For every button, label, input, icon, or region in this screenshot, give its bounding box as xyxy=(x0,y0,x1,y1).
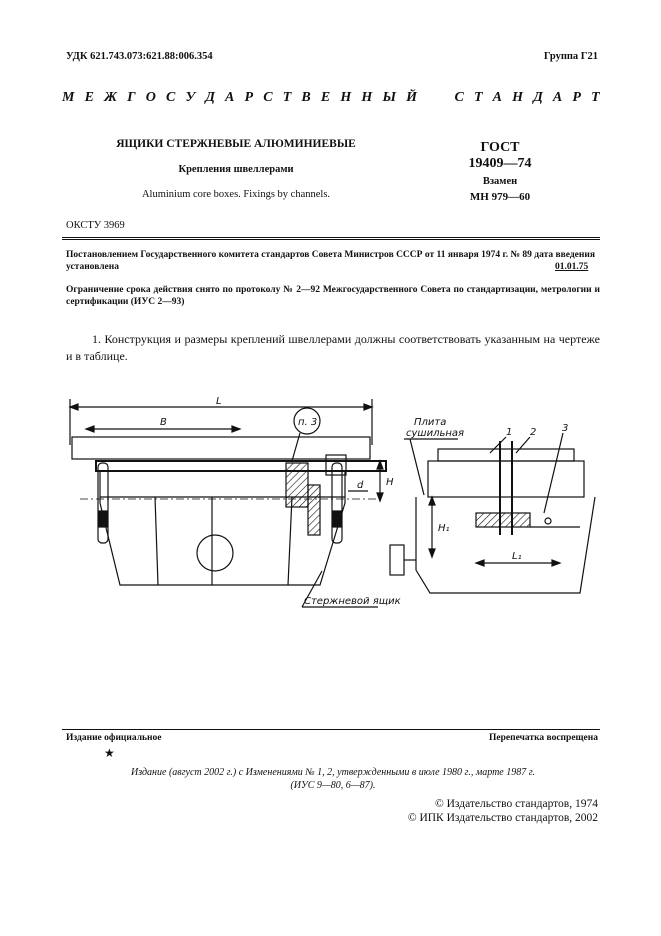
decree-date: 01.01.75 xyxy=(555,262,589,272)
label-core-box: Стержневой ящик xyxy=(304,596,401,607)
state-standard-letter: Ж xyxy=(104,90,117,105)
divider-top-double xyxy=(62,239,600,240)
title-block xyxy=(66,138,406,200)
state-standard-letter: Д xyxy=(533,90,543,105)
arrow-icon xyxy=(377,493,383,501)
udk-code: УДК 621.743.073:621.88:006.354 xyxy=(66,51,213,62)
arrow-icon xyxy=(86,426,94,432)
left-clamp-pin xyxy=(99,511,107,527)
core-print-hole xyxy=(197,535,233,571)
label-d: d xyxy=(357,480,364,491)
divider-footer xyxy=(62,729,600,730)
english-title: Aluminium core boxes. Fixings by channels. xyxy=(141,189,331,200)
front-view xyxy=(70,399,386,607)
pin-circle xyxy=(545,518,551,524)
state-standard-letter: Т xyxy=(473,90,483,105)
okstu-code: ОКСТУ 3969 xyxy=(66,220,125,231)
reprint-notice: Перепечатка воспрещена xyxy=(488,733,598,743)
edition-line-2: (ИУС 9—80, 6—87). xyxy=(290,780,376,791)
state-standard-letter: А xyxy=(552,90,563,105)
star-icon: ★ xyxy=(104,746,115,760)
leader-3 xyxy=(544,433,563,513)
state-standard-letter: Т xyxy=(282,90,292,105)
copyright-1: © Издательство стандартов, 1974 xyxy=(434,798,598,810)
state-standard-letter: О xyxy=(145,90,156,105)
state-standard-letter: Н xyxy=(340,90,352,105)
arrow-icon xyxy=(70,404,78,410)
state-standard-letter: С xyxy=(165,90,176,105)
leader-2 xyxy=(516,437,530,453)
side-channel xyxy=(438,449,574,461)
side-view xyxy=(390,433,595,593)
edition-note xyxy=(66,766,600,792)
rib xyxy=(155,497,158,585)
gost-label: ГОСТ xyxy=(480,140,520,155)
arrow-icon xyxy=(364,404,372,410)
state-standard-letter: Ы xyxy=(382,90,397,105)
state-standard-letter: Й xyxy=(406,90,418,105)
clamp-plate xyxy=(476,513,530,527)
arrow-icon xyxy=(377,461,383,469)
leader-1 xyxy=(490,437,506,453)
gost-block xyxy=(440,140,560,203)
gost-number: 19409—74 xyxy=(468,156,532,171)
arrow-icon xyxy=(476,560,484,566)
divider-top xyxy=(62,237,600,238)
official-edition: Издание официальное xyxy=(66,733,162,743)
arrow-icon xyxy=(429,549,435,557)
state-standard-letter: С xyxy=(263,90,273,105)
state-standard-letter: Е xyxy=(84,90,94,105)
label-callout: п. 3 xyxy=(298,417,318,428)
side-plate xyxy=(428,461,584,497)
state-standard-letter xyxy=(441,90,445,106)
label-plate-1: Плита xyxy=(414,417,447,428)
state-standard-letter: Е xyxy=(320,90,331,105)
state-standard-letter: Р xyxy=(244,90,254,105)
label-L: L xyxy=(216,396,222,407)
gost-replaced-standard: МН 979—60 xyxy=(469,191,531,203)
state-standard-letter: Н xyxy=(512,90,524,105)
label-part-3: 3 xyxy=(562,423,569,434)
label-B: B xyxy=(160,417,167,428)
document-title: ЯЩИКИ СТЕРЖНЕВЫЕ АЛЮМИНИЕВЫЕ xyxy=(116,138,356,150)
state-standard-letter: М xyxy=(62,90,75,105)
state-standard-letter: В xyxy=(301,90,311,105)
label-H: H xyxy=(386,477,394,488)
rib xyxy=(288,497,292,585)
decree-text: Постановлением Государственного комитета стандартов Совета Министров СССР от 11 января 1974 г. № 89 дата введения установлена xyxy=(66,250,595,272)
label-part-1: 1 xyxy=(506,427,513,438)
label-part-2: 2 xyxy=(530,427,537,438)
paragraph-1: 1. Конструкция и размеры креплений швеллерами должны соответствовать указанным на чертеже и в таблице. xyxy=(66,332,600,363)
plate-leader xyxy=(410,439,424,495)
state-standard-heading xyxy=(62,90,600,106)
label-L1: L₁ xyxy=(512,551,522,562)
document-subtitle: Крепления швеллерами xyxy=(178,164,294,175)
right-clamp-pin xyxy=(333,511,341,527)
state-standard-letter: С xyxy=(454,90,464,105)
group-code: Группа Г21 xyxy=(543,51,598,62)
state-standard-letter: Г xyxy=(127,90,136,105)
edition-line-1: Издание (август 2002 г.) с Изменениями № 1, 2, утвержденными в июле 1980 г., марте 1987 г. xyxy=(131,767,535,778)
state-standard-letter: А xyxy=(225,90,235,105)
side-box-body xyxy=(416,497,595,593)
hatched-section xyxy=(286,463,308,507)
copyright-2: © ИПК Издательство стандартов, 2002 xyxy=(407,812,598,824)
arrow-icon xyxy=(552,560,560,566)
gost-replace-label: Взамен xyxy=(482,176,518,187)
state-standard-letter: У xyxy=(185,90,196,105)
arrow-icon xyxy=(429,497,435,505)
state-standard-letter: Д xyxy=(205,90,215,105)
side-handle xyxy=(390,545,404,575)
state-standard-letter: Н xyxy=(361,90,373,105)
restriction-note: Ограничение срока действия снято по протоколу № 2—92 Межгосударственного Совета по стандартизации, метрологии и сертификации (ИУС 2—93) xyxy=(66,285,600,307)
state-standard-letter: А xyxy=(492,90,503,105)
state-standard-letter: Р xyxy=(572,90,581,105)
state-standard-letter: Т xyxy=(591,90,600,105)
state-standard-letter xyxy=(427,90,431,106)
label-H1: H₁ xyxy=(438,523,450,534)
technical-drawing xyxy=(60,385,605,625)
label-plate-2: сушильная xyxy=(406,428,465,439)
hatched-section xyxy=(308,485,320,535)
copyright-block xyxy=(408,797,598,825)
top-plate xyxy=(72,437,370,459)
arrow-icon xyxy=(232,426,240,432)
